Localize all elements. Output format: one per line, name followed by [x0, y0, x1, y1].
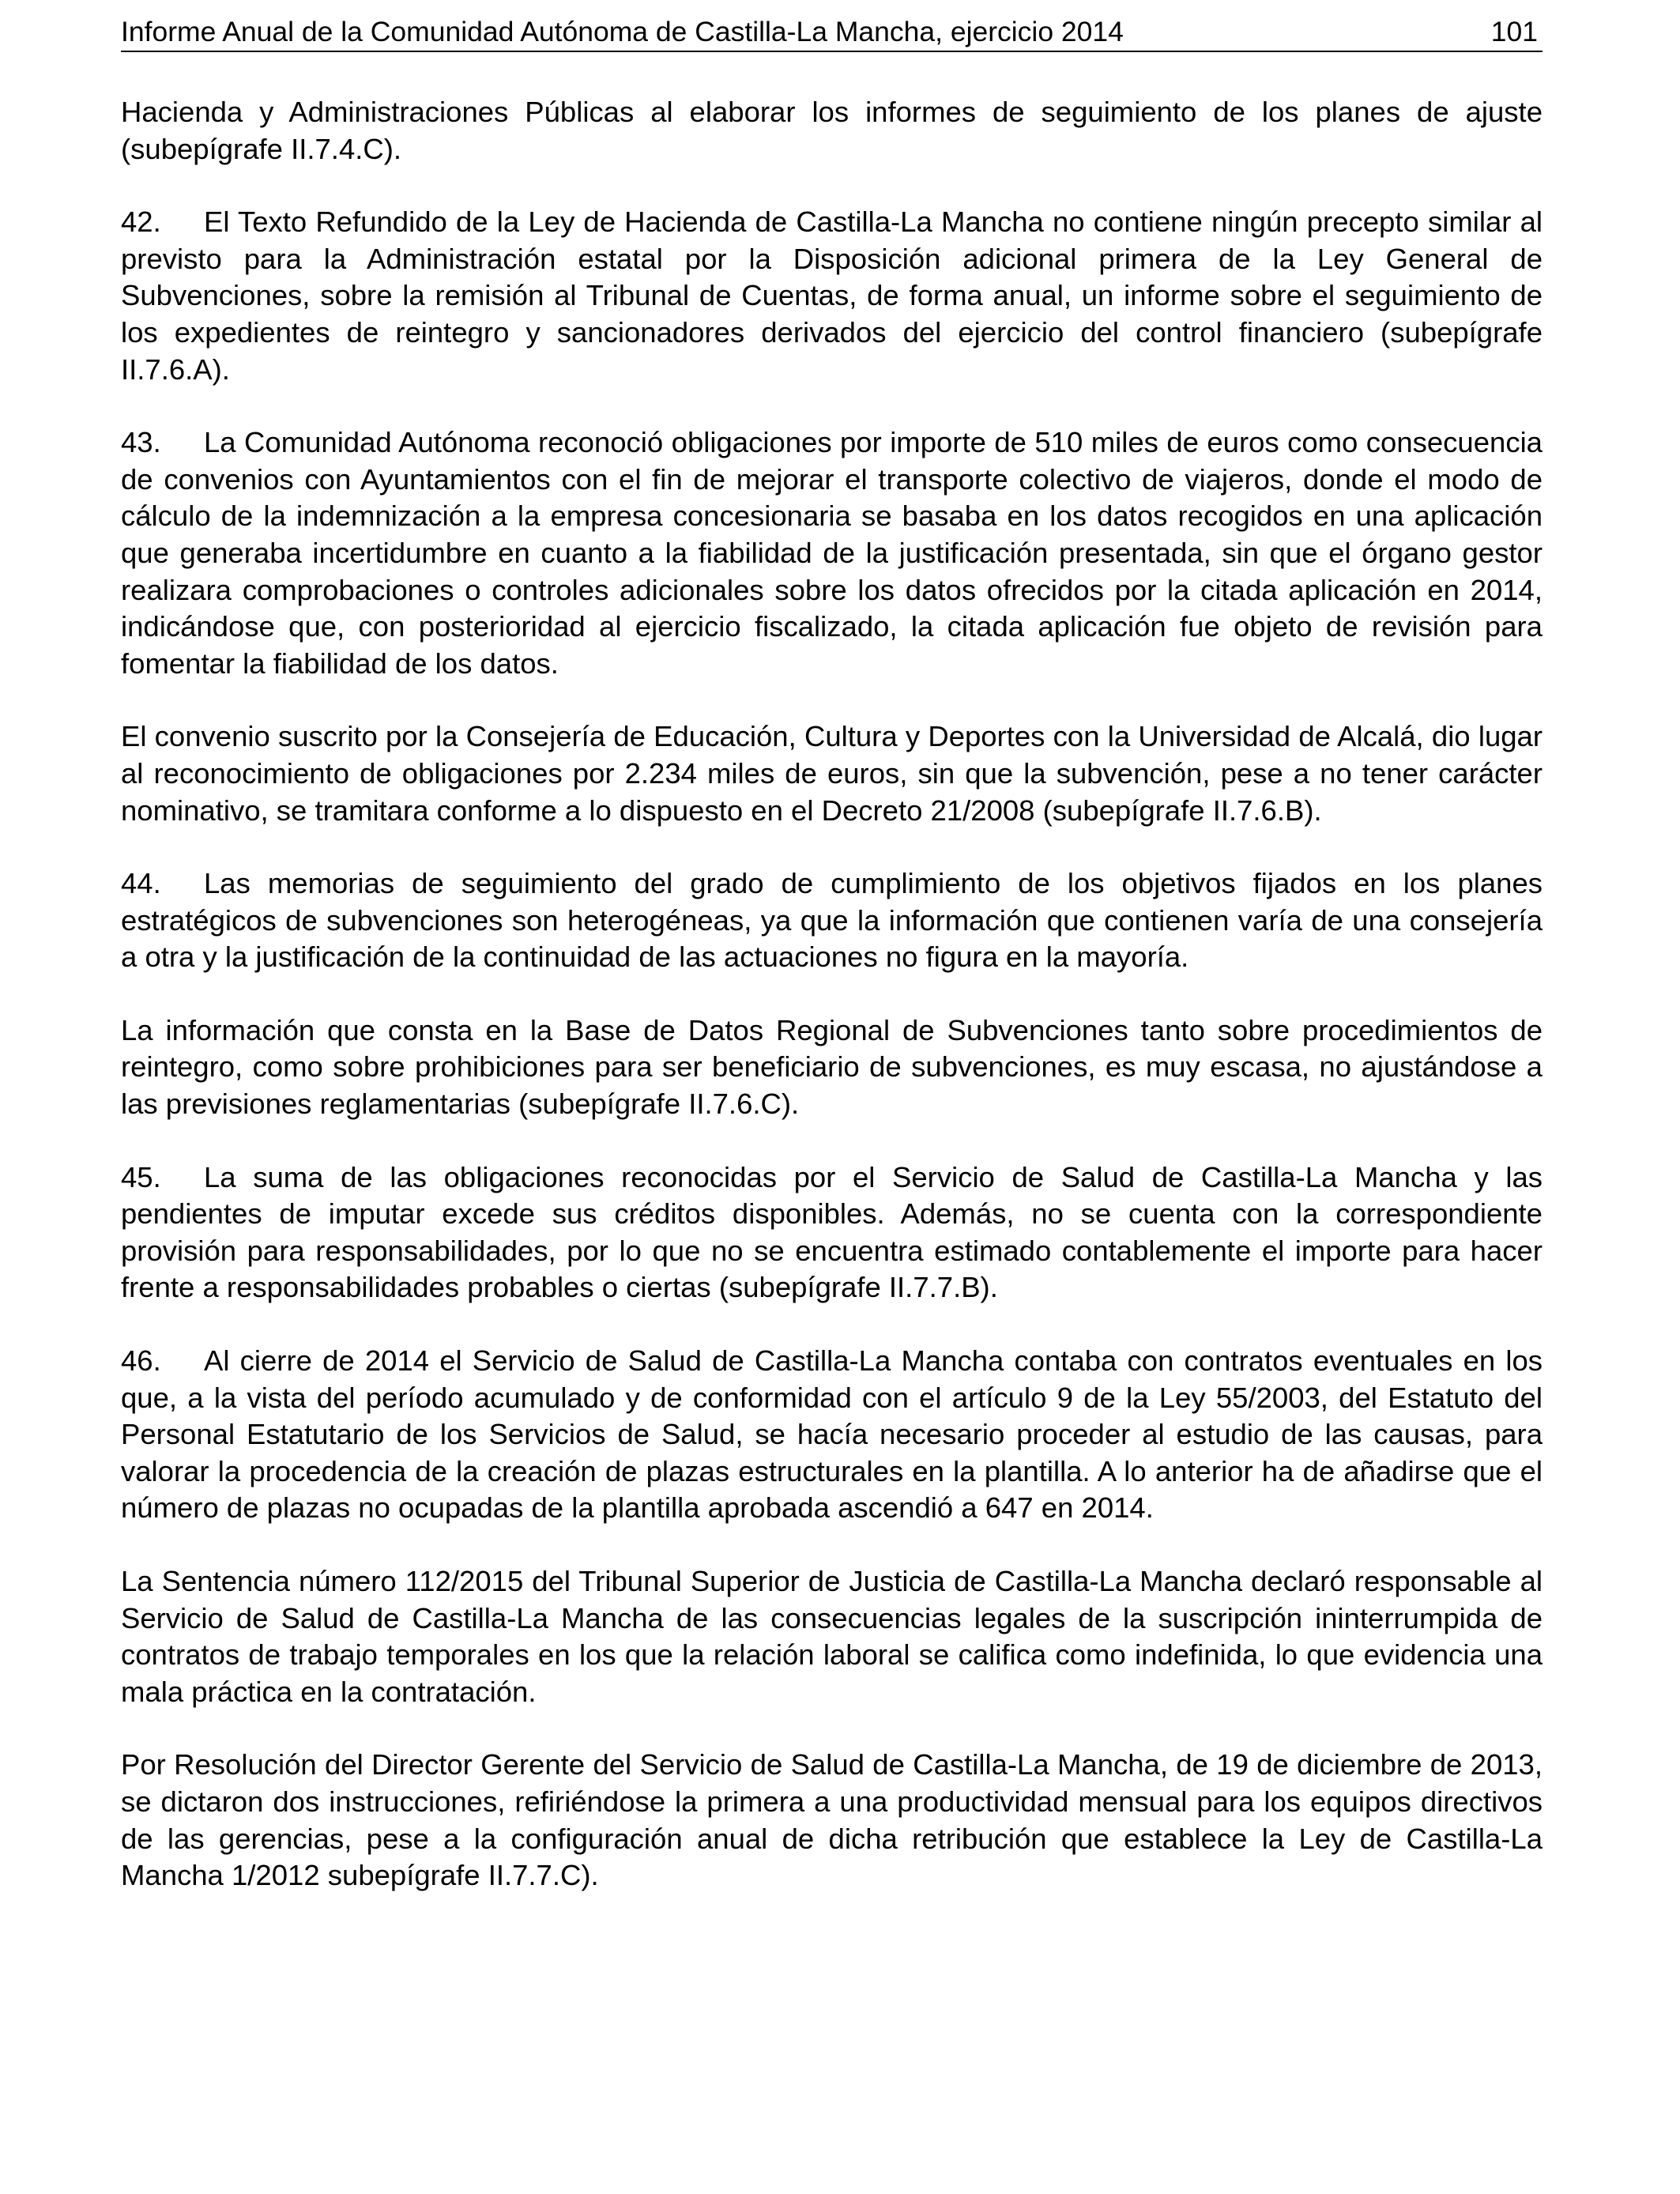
paragraph-text: Hacienda y Administraciones Públicas al elaborar los informes de seguimiento de los planes de ajuste (subepígrafe II.7.4.C).	[121, 96, 1543, 165]
paragraph-text: Por Resolución del Director Gerente del Servicio de Salud de Castilla-La Mancha, de 19 de diciembre de 2013, se dictaron dos instrucciones, refiriéndose la primera a una productividad mensual para los equipos directivos de las gerencias, pese a la configuración anual de dicha retribución que establece la Ley de Castilla-La Mancha 1/2012 subepígrafe II.7.7.C).	[121, 1748, 1543, 1892]
paragraph-44-base-datos	[121, 1012, 1543, 1123]
running-header	[121, 13, 1543, 52]
paragraph-number: 42.	[121, 205, 161, 239]
paragraph-42	[121, 204, 1543, 388]
paragraph-46-resolucion	[121, 1747, 1543, 1894]
paragraph-text: Al cierre de 2014 el Servicio de Salud de Castilla-La Mancha contaba con contratos eventuales en los que, a la vista del período acumulado y de conformidad con el artículo 9 de la Ley 55/2003, del Estatuto del Personal Estatutario de los Servicios de Salud, se hacía necesario proceder al estudio de las causas, para valorar la procedencia de la creación de plazas estructurales en la plantilla. A lo anterior ha de añadirse que el número de plazas no ocupadas de la plantilla aprobada ascendió a 647 en 2014.	[121, 1344, 1543, 1525]
paragraph-continuation	[121, 94, 1543, 168]
paragraph-text: El Texto Refundido de la Ley de Hacienda de Castilla-La Mancha no contiene ningún precepto similar al previsto para la Administración estatal por la Disposición adicional primera de la Ley General de Subvenciones, sobre la remisión al Tribunal de Cuentas, de forma anual, un informe sobre el seguimiento de los expedientes de reintegro y sancionadores derivados del ejercicio del control financiero (subepígrafe II.7.6.A).	[121, 205, 1543, 386]
paragraph-text: La información que consta en la Base de Datos Regional de Subvenciones tanto sobre procedimientos de reintegro, como sobre prohibiciones para ser beneficiario de subvenciones, es muy escasa, no ajustándose a las previsiones reglamentarias (subepígrafe II.7.6.C).	[121, 1013, 1543, 1121]
paragraph-text: La Comunidad Autónoma reconoció obligaciones por importe de 510 miles de euros como consecuencia de convenios con Ayuntamientos con el fin de mejorar el transporte colectivo de viajeros, donde el modo de cálculo de la indemnización a la empresa concesionaria se basaba en los datos recogidos en una aplicación que generaba incertidumbre en cuanto a la fiabilidad de la justificación presentada, sin que el órgano gestor realizara comprobaciones o controles adicionales sobre los datos ofrecidos por la citada aplicación en 2014, indicándose que, con posterioridad al ejercicio fiscalizado, la citada aplicación fue objeto de revisión para fomentar la fiabilidad de los datos.	[121, 426, 1543, 680]
paragraph-43-convenio	[121, 718, 1543, 829]
paragraph-46	[121, 1343, 1543, 1527]
paragraph-text: La suma de las obligaciones reconocidas por el Servicio de Salud de Castilla-La Mancha y las pendientes de imputar excede sus créditos disponibles. Además, no se cuenta con la correspondiente provisión para responsabilidades, por lo que no se encuentra estimado contablemente el importe para hacer frente a responsabilidades probables o ciertas (subepígrafe II.7.7.B).	[121, 1160, 1543, 1304]
paragraph-text: El convenio suscrito por la Consejería de Educación, Cultura y Deportes con la Universidad de Alcalá, dio lugar al reconocimiento de obligaciones por 2.234 miles de euros, sin que la subvención, pese a no tener carácter nominativo, se tramitara conforme a lo dispuesto en el Decreto 21/2008 (subepígrafe II.7.6.B).	[121, 720, 1543, 827]
paragraph-44	[121, 865, 1543, 976]
paragraph-number: 46.	[121, 1344, 161, 1378]
paragraph-number: 43.	[121, 426, 161, 459]
document-body	[121, 94, 1543, 1894]
page-number: 101	[1490, 16, 1538, 47]
paragraph-number: 45.	[121, 1160, 161, 1193]
paragraph-text: La Sentencia número 112/2015 del Tribunal Superior de Justicia de Castilla-La Mancha declaró responsable al Servicio de Salud de Castilla-La Mancha de las consecuencias legales de la suscripción ininterrumpida de contratos de trabajo temporales en los que la relación laboral se califica como indefinida, lo que evidencia una mala práctica en la contratación.	[121, 1565, 1543, 1708]
paragraph-46-sentencia	[121, 1563, 1543, 1710]
paragraph-text: Las memorias de seguimiento del grado de cumplimiento de los objetivos fijados en los planes estratégicos de subvenciones son heterogéneas, ya que la información que contienen varía de una consejería a otra y la justificación de la continuidad de las actuaciones no figura en la mayoría.	[121, 867, 1543, 974]
paragraph-45	[121, 1159, 1543, 1306]
paragraph-43	[121, 424, 1543, 682]
paragraph-number: 44.	[121, 867, 161, 900]
header-title: Informe Anual de la Comunidad Autónoma de Castilla-La Mancha, ejercicio 2014	[121, 16, 1124, 47]
